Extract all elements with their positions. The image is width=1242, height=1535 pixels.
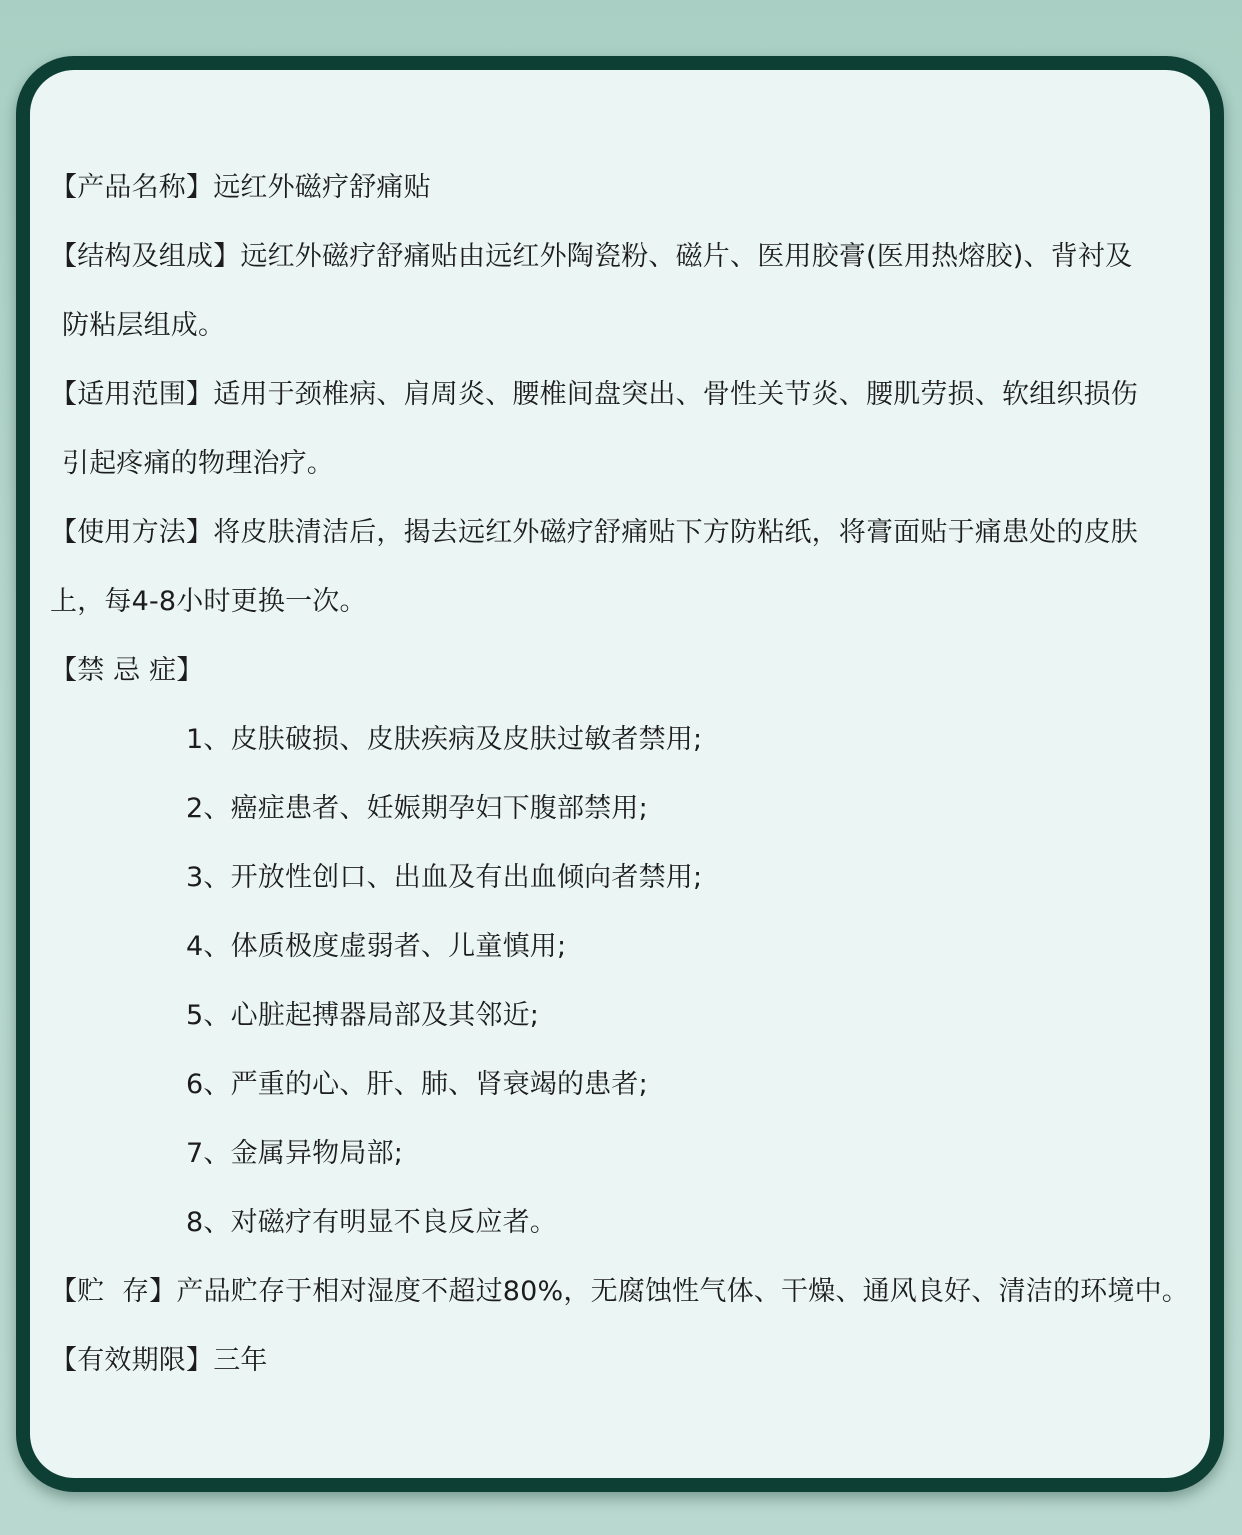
storage-label: 【贮 存】 [50,1276,177,1307]
usage-continuation [50,582,367,622]
scope-text-2: 引起疼痛的物理治疗。 [62,448,334,479]
scope-label: 【适用范围】 [50,379,214,410]
structure-text-2: 防粘层组成。 [62,310,226,341]
scope-text-1: 适用于颈椎病、肩周炎、腰椎间盘突出、骨性关节炎、腰肌劳损、软组织损伤 [213,379,1139,410]
contraindication-item: 5、心脏起搏器局部及其邻近; [186,1000,540,1031]
usage-text-1: 将皮肤清洁后，揭去远红外磁疗舒痛贴下方防粘纸，将膏面贴于痛患处的皮肤 [213,517,1139,548]
structure-label: 【结构及组成】 [50,241,241,272]
product-name-value: 远红外磁疗舒痛贴 [213,172,431,203]
validity-text: 三年 [213,1345,268,1376]
scope-continuation [62,444,334,484]
contraindication-item: 2、癌症患者、妊娠期孕妇下腹部禁用; [186,793,648,824]
structure-row [50,237,1132,277]
contraindications-row [50,651,204,691]
usage-row [50,513,1138,553]
storage-text: 产品贮存于相对湿度不超过80%，无腐蚀性气体、干燥、通风良好、清洁的环境中。 [176,1276,1189,1307]
contraindication-item: 4、体质极度虚弱者、儿童慎用; [186,931,567,962]
usage-text-2: 上，每4-8小时更换一次。 [50,586,367,617]
structure-text-1: 远红外磁疗舒痛贴由远红外陶瓷粉、磁片、医用胶膏(医用热熔胶)、背衬及 [240,241,1133,272]
contraindication-item: 6、严重的心、肝、肺、肾衰竭的患者; [186,1069,648,1100]
validity-row [50,1341,268,1381]
structure-continuation [62,306,225,346]
scope-row [50,375,1138,415]
product-name-label: 【产品名称】 [50,172,214,203]
product-name-row [50,168,431,208]
contraindication-item: 7、金属异物局部; [186,1138,404,1169]
contraindication-item: 1、皮肤破损、皮肤疾病及皮肤过敏者禁用; [186,724,703,755]
validity-label: 【有效期限】 [50,1345,214,1376]
storage-row [50,1272,1189,1312]
contraindication-item: 8、对磁疗有明显不良反应者。 [186,1207,557,1238]
contraindications-label: 【禁 忌 症】 [50,655,204,686]
usage-label: 【使用方法】 [50,517,214,548]
contraindication-item: 3、开放性创口、出血及有出血倾向者禁用; [186,862,703,893]
